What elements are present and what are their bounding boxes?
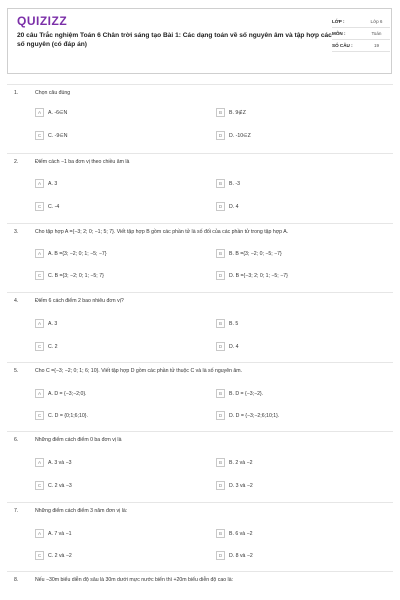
option-text: B. 5 — [229, 320, 239, 327]
question-number: 2. — [14, 159, 19, 165]
question-text: Cho C ={−3; −2; 0; 1; 6; 10}. Viết tập hợp D gồm các phần tử thuộc C và là số nguyên âm. — [35, 368, 243, 374]
option-a[interactable] — [35, 319, 57, 328]
option-b[interactable] — [216, 389, 263, 398]
option-letter: B — [216, 529, 225, 538]
question-text: Chọn câu đúng — [35, 90, 71, 96]
option-letter: D — [216, 202, 225, 211]
option-text: B. B ={3; −2; 0; −5; −7} — [229, 250, 282, 257]
meta-label: LỚP : — [332, 19, 345, 24]
question-number: 5. — [14, 368, 19, 374]
option-b[interactable] — [216, 458, 253, 467]
question-text: Những điểm cách điểm 3 năm đơn vị là: — [35, 508, 128, 514]
meta-row-subject — [332, 28, 390, 40]
option-text: A. 3 — [48, 180, 58, 187]
option-text: D. -10∈Z — [229, 132, 251, 139]
divider — [7, 362, 393, 363]
option-letter: D — [216, 411, 225, 420]
question-number: 3. — [14, 229, 19, 235]
meta-value: Toán — [371, 31, 382, 36]
question-number: 1. — [14, 90, 19, 96]
question-text: Điểm cách −1 ba đơn vị theo chiều âm là — [35, 159, 130, 165]
divider — [7, 84, 393, 85]
option-a[interactable] — [35, 389, 87, 398]
meta-row-count — [332, 40, 390, 52]
meta-table — [332, 16, 390, 52]
option-text: C. D = {0;1;6;10}. — [48, 412, 88, 419]
question-text: Cho tập hợp A ={−3; 2; 0; −1; 5; 7}. Viết tập hợp B gồm các phần tử là số đối của các phần tử trong tập hợp A. — [35, 229, 289, 235]
option-d[interactable] — [216, 551, 253, 560]
option-letter: A — [35, 389, 44, 398]
option-letter: D — [216, 342, 225, 351]
option-letter: D — [216, 551, 225, 560]
option-letter: C — [35, 551, 44, 560]
option-letter: B — [216, 179, 225, 188]
option-letter: C — [35, 131, 44, 140]
option-a[interactable] — [35, 529, 72, 538]
option-text: C. 2 và −2 — [48, 552, 72, 559]
option-d[interactable] — [216, 202, 239, 211]
option-b[interactable] — [216, 319, 238, 328]
divider — [7, 431, 393, 432]
meta-row-class — [332, 16, 390, 28]
meta-value: Lớp 6 — [370, 19, 383, 24]
option-d[interactable] — [216, 271, 288, 280]
question-number: 8. — [14, 577, 19, 583]
option-text: A. -6∈N — [48, 109, 68, 116]
option-letter: C — [35, 342, 44, 351]
quizizz-logo: QUIZIZZ — [17, 14, 68, 28]
option-text: A. D = {−3;−2;0}. — [48, 390, 87, 397]
option-c[interactable] — [35, 131, 68, 140]
option-b[interactable] — [216, 179, 240, 188]
option-letter: C — [35, 202, 44, 211]
question-number: 7. — [14, 508, 19, 514]
option-letter: B — [216, 458, 225, 467]
option-d[interactable] — [216, 481, 253, 490]
option-text: D. 8 và −2 — [229, 552, 253, 559]
option-text: D. 3 và −2 — [229, 482, 253, 489]
option-text: C. -9∈N — [48, 132, 68, 139]
option-text: B. -3 — [229, 180, 240, 187]
option-text: A. 3 — [48, 320, 58, 327]
option-text: C. 2 — [48, 343, 58, 350]
option-text: B. D = {−3;−2}. — [229, 390, 264, 397]
meta-value: 19 — [373, 43, 380, 48]
option-text: B. 2 và −2 — [229, 459, 253, 466]
option-text: D. D = {−3;−2;6;10;1}. — [229, 412, 280, 419]
question-number: 6. — [14, 437, 19, 443]
option-letter: D — [216, 271, 225, 280]
option-c[interactable] — [35, 551, 72, 560]
question-number: 4. — [14, 298, 19, 304]
option-c[interactable] — [35, 202, 59, 211]
option-c[interactable] — [35, 342, 58, 351]
worksheet-header — [7, 8, 392, 74]
divider — [7, 223, 393, 224]
page-title: 20 câu Trắc nghiệm Toán 6 Chân trời sáng tạo Bài 1: Các dạng toán về số nguyên âm và tập hợp các số nguyên (có đáp án) — [17, 32, 332, 48]
option-letter: A — [35, 249, 44, 258]
option-d[interactable] — [216, 342, 239, 351]
option-letter: A — [35, 108, 44, 117]
option-letter: C — [35, 481, 44, 490]
option-letter: A — [35, 179, 44, 188]
option-b[interactable] — [216, 108, 246, 117]
question-text: Điểm 6 cách điểm 2 bao nhiêu đơn vị? — [35, 298, 124, 304]
option-c[interactable] — [35, 481, 72, 490]
option-text: C. -4 — [48, 203, 60, 210]
option-letter: B — [216, 319, 225, 328]
option-text: C. B ={3; −2; 0; 1; −5; 7} — [48, 272, 104, 279]
divider — [7, 502, 393, 503]
option-text: A. B ={3; −2; 0; 1; −5; −7} — [48, 250, 107, 257]
option-letter: B — [216, 389, 225, 398]
meta-label: MÔN : — [332, 31, 346, 36]
question-text: Nếu −30m biểu diễn độ sâu là 30m dưới mực nước biển thì +20m biểu diễn độ cao là: — [35, 577, 234, 583]
divider — [7, 292, 393, 293]
option-d[interactable] — [216, 131, 251, 140]
option-letter: C — [35, 411, 44, 420]
option-letter: D — [216, 481, 225, 490]
option-c[interactable] — [35, 411, 88, 420]
option-a[interactable] — [35, 179, 57, 188]
option-text: B. 9∉Z — [229, 109, 246, 116]
option-text: C. 2 và −3 — [48, 482, 72, 489]
option-text: A. 7 và −1 — [48, 530, 72, 537]
option-text: B. 6 và −2 — [229, 530, 253, 537]
option-a[interactable] — [35, 249, 107, 258]
option-letter: A — [35, 529, 44, 538]
option-letter: A — [35, 319, 44, 328]
option-letter: A — [35, 458, 44, 467]
option-a[interactable] — [35, 108, 67, 117]
divider — [7, 571, 393, 572]
option-letter: B — [216, 108, 225, 117]
option-text: D. B ={−3; 2; 0; 1; −5; −7} — [229, 272, 288, 279]
option-letter: C — [35, 271, 44, 280]
option-letter: D — [216, 131, 225, 140]
option-d[interactable] — [216, 411, 279, 420]
question-text: Những điểm cách điểm 0 ba đơn vị là — [35, 437, 122, 443]
option-text: D. 4 — [229, 343, 239, 350]
option-text: A. 3 và −3 — [48, 459, 72, 466]
divider — [7, 153, 393, 154]
option-c[interactable] — [35, 271, 104, 280]
option-text: D. 4 — [229, 203, 239, 210]
option-b[interactable] — [216, 529, 253, 538]
option-b[interactable] — [216, 249, 282, 258]
meta-label: SỐ CÂU : — [332, 43, 353, 48]
option-letter: B — [216, 249, 225, 258]
option-a[interactable] — [35, 458, 72, 467]
